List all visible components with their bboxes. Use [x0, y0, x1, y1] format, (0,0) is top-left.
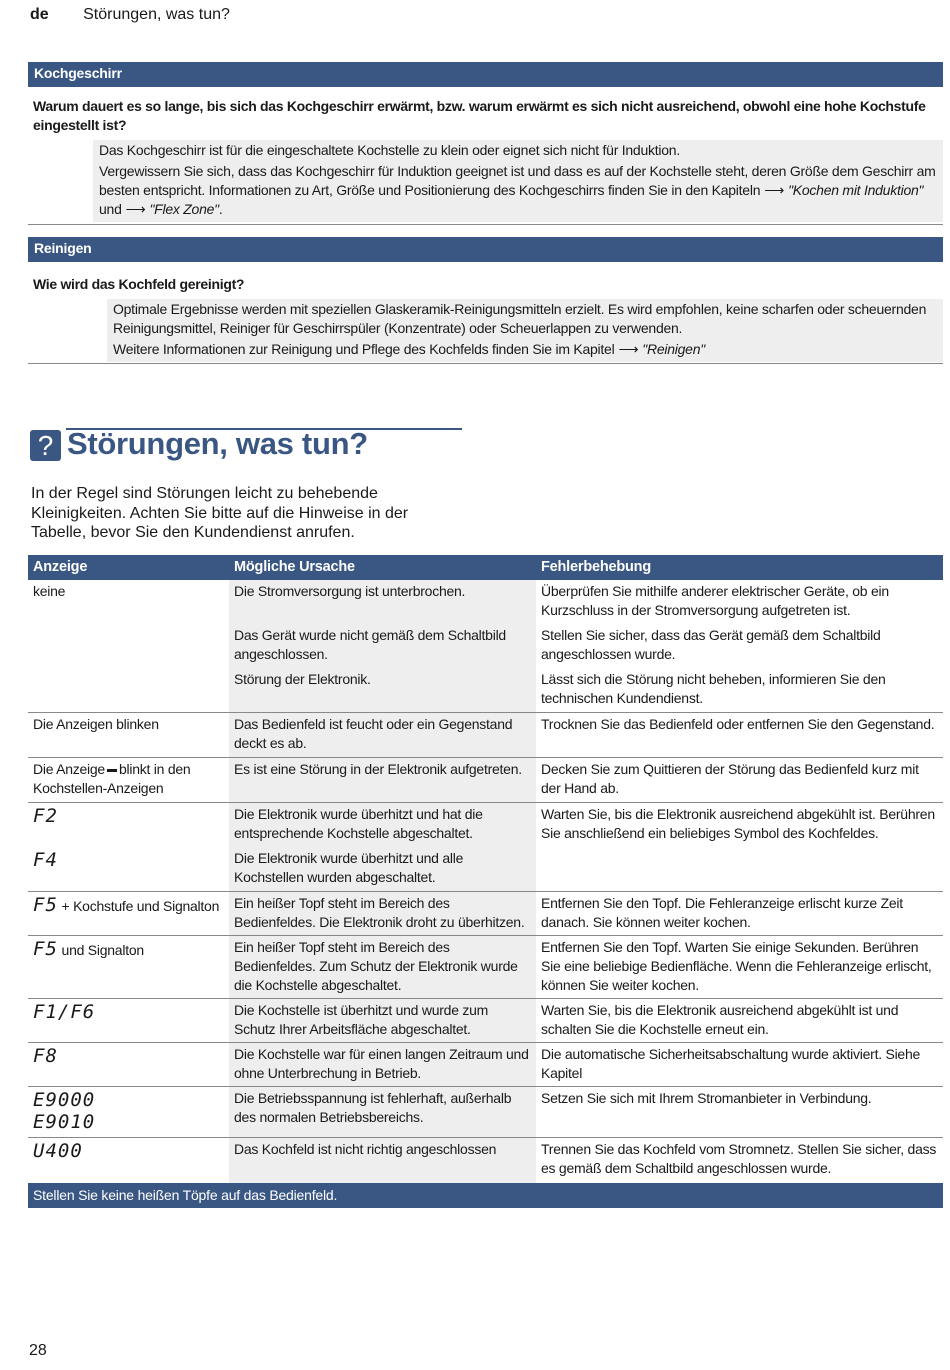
error-code: F1/F6	[33, 1001, 96, 1023]
table-row	[28, 713, 943, 758]
chapter-link[interactable]: "Flex Zone"	[149, 201, 219, 217]
fix-cell: Trocknen Sie das Bedienfeld oder entfernen Sie den Gegenstand.	[541, 716, 935, 732]
intro-text: In der Regel sind Störungen leicht zu behebende Kleinigkeiten. Achten Sie bitte auf die Hinweise in der Tabelle, bevor Sie den Kundendienst anrufen.	[31, 485, 409, 541]
error-code: F4	[33, 849, 58, 871]
fix-cell: Warten Sie, bis die Elektronik ausreichend abgekühlt ist. Berühren Sie anschließend ein beliebiges Symbol des Kochfeldes.	[541, 806, 935, 841]
divider	[28, 363, 943, 364]
page-number: 28	[29, 1342, 47, 1359]
fix-cell: Stellen Sie sicher, dass das Gerät gemäß dem Schaltbild angeschlossen wurde.	[541, 627, 881, 662]
cause-cell: Das Bedienfeld ist feucht oder ein Gegenstand deckt es ab.	[229, 713, 536, 757]
error-code: E9010	[33, 1111, 96, 1133]
table-row	[28, 803, 943, 892]
display-cell: Die Anzeige blinkt in den Kochstellen-Anzeigen	[33, 761, 191, 796]
table-row	[28, 936, 943, 999]
arrow-right-icon: ⟶	[125, 201, 146, 217]
answer-text: Optimale Ergebnisse werden mit speziellen Glaskeramik-Reinigungsmitteln erzielt. Es wird empfohlen, keine scharfen oder scheuernden Reinigungsmittel, Reiniger für Geschirrspüler (Konzentrate) oder Scheuerlappen zu verwenden.	[113, 301, 927, 336]
fix-cell: Warten Sie, bis die Elektronik ausreichend abgekühlt ist und schalten Sie die Kochstelle erneut ein.	[541, 1002, 899, 1037]
table-row	[28, 580, 943, 713]
fix-cell: Setzen Sie sich mit Ihrem Stromanbieter in Verbindung.	[541, 1090, 872, 1106]
error-code: F5	[33, 894, 58, 916]
table-header	[28, 555, 943, 580]
cause-cell: Die Kochstelle war für einen langen Zeitraum und ohne Unterbrechung in Betrieb.	[229, 1043, 536, 1086]
chapter-link[interactable]: "Kochen mit Induktion"	[788, 182, 924, 198]
error-code: F2	[33, 805, 58, 827]
table-row	[28, 892, 943, 936]
cause-cell: Die Betriebsspannung ist fehlerhaft, außerhalb des normalen Betriebsbereichs.	[229, 1087, 536, 1137]
faq-answer-reinigen	[107, 299, 943, 362]
cause-cell: Die Stromversorgung ist unterbrochen.	[234, 583, 466, 599]
faq-answer-kochgeschirr	[93, 140, 943, 222]
display-cell	[28, 1138, 229, 1183]
faq-question-kochgeschirr: Warum dauert es so lange, bis sich das Kochgeschirr erwärmt, bzw. warum erwärmt es sich nicht ausreichend, obwohl eine hohe Kochstufe eingestellt ist?	[33, 98, 926, 133]
display-cell: Die Anzeigen blinken	[33, 716, 159, 732]
table-footer-note: Stellen Sie keine heißen Töpfe auf das Bedienfeld.	[28, 1183, 943, 1208]
table-row	[28, 999, 943, 1043]
error-code: U400	[33, 1140, 83, 1162]
error-code: E9000	[33, 1089, 96, 1111]
display-cell: F5 + Kochstufe und Signalton	[33, 894, 220, 916]
cause-cell: Das Gerät wurde nicht gemäß dem Schaltbild angeschlossen.	[234, 627, 506, 662]
display-cell: keine	[33, 583, 66, 599]
header-title: Störungen, was tun?	[83, 6, 230, 23]
fix-cell: Trennen Sie das Kochfeld vom Stromnetz. Stellen Sie sicher, dass es gemäß dem Schaltbild angeschlossen wurde.	[541, 1141, 937, 1176]
table-row	[28, 1087, 943, 1138]
cause-cell: Ein heißer Topf steht im Bereich des Bedienfeldes. Die Elektronik droht zu überhitzen.	[229, 892, 536, 935]
display-cell	[28, 1043, 229, 1086]
arrow-right-icon: ⟶	[764, 182, 785, 198]
table-row	[28, 758, 943, 803]
divider	[28, 224, 943, 225]
dash-indicator-icon	[107, 769, 117, 772]
cause-cell: Die Kochstelle ist überhitzt und wurde zum Schutz Ihrer Arbeitsfläche abgeschaltet.	[229, 999, 536, 1042]
cause-cell: Die Elektronik wurde überhitzt und hat die entsprechende Kochstelle abgeschaltet.	[234, 806, 483, 841]
troubleshooting-table	[28, 555, 943, 1208]
column-header: Fehlerbehebung	[541, 559, 651, 575]
answer-text: Vergewissern Sie sich, dass das Kochgeschirr für Induktion geeignet ist und dass es auf der Kochstelle steht, deren Größe dem Geschirr am besten entspricht. Informationen zu Art, Größe und Positionierung des Kochgeschirrs finden Sie in den Kapiteln ⟶ "Kochen mit Induktion" und ⟶ "Flex Zone".	[99, 163, 936, 217]
error-code: F5	[33, 938, 58, 960]
fix-cell: Die automatische Sicherheitsabschaltung wurde aktiviert. Siehe Kapitel	[541, 1046, 921, 1081]
column-header: Anzeige	[33, 559, 88, 575]
page-title: Störungen, was tun?	[67, 426, 368, 461]
cause-cell: Das Kochfeld ist nicht richtig angeschlossen	[229, 1138, 536, 1183]
fix-cell: Entfernen Sie den Topf. Die Fehleranzeige erlischt kurze Zeit danach. Sie können weiter kochen.	[541, 895, 903, 930]
page-header	[30, 6, 230, 24]
question-mark-icon: ?	[30, 430, 61, 461]
column-header: Mögliche Ursache	[234, 559, 355, 575]
cause-cell: Ein heißer Topf steht im Bereich des Bedienfeldes. Zum Schutz der Elektronik wurde die Kochstelle abgeschaltet.	[229, 936, 536, 998]
chapter-link[interactable]: "Reinigen"	[642, 341, 705, 357]
cause-cell: Störung der Elektronik.	[234, 671, 371, 687]
display-cell: F5 und Signalton	[33, 938, 144, 960]
section-heading-kochgeschirr: Kochgeschirr	[28, 62, 943, 87]
section-heading-reinigen: Reinigen	[28, 237, 943, 262]
answer-text: Weitere Informationen zur Reinigung und Pflege des Kochfelds finden Sie im Kapitel ⟶ "Reinigen"	[113, 341, 705, 357]
language-code: de	[30, 6, 49, 23]
display-cell	[28, 1087, 229, 1137]
display-cell	[28, 999, 229, 1042]
error-code: F8	[33, 1045, 58, 1067]
answer-text: Das Kochgeschirr ist für die eingeschaltete Kochstelle zu klein oder eignet sich nicht für Induktion.	[99, 142, 680, 158]
fix-cell: Decken Sie zum Quittieren der Störung das Bedienfeld kurz mit der Hand ab.	[541, 761, 919, 796]
table-row	[28, 1138, 943, 1183]
arrow-right-icon: ⟶	[618, 341, 639, 357]
faq-question-reinigen: Wie wird das Kochfeld gereinigt?	[33, 276, 245, 292]
fix-cell: Entfernen Sie den Topf. Warten Sie einige Sekunden. Berühren Sie eine beliebige Bedienfläche. Wenn die Fehleranzeige erlischt, können Sie weiter kochen.	[541, 939, 932, 993]
cause-cell: Die Elektronik wurde überhitzt und alle Kochstellen wurden abgeschaltet.	[234, 850, 464, 885]
cause-cell: Es ist eine Störung in der Elektronik aufgetreten.	[229, 758, 536, 802]
fix-cell: Überprüfen Sie mithilfe anderer elektrischer Geräte, ob ein Kurzschluss in der Stromversorgung aufgetreten ist.	[541, 583, 889, 618]
table-row	[28, 1043, 943, 1087]
fix-cell: Lässt sich die Störung nicht beheben, informieren Sie den technischen Kundendienst.	[541, 671, 886, 706]
